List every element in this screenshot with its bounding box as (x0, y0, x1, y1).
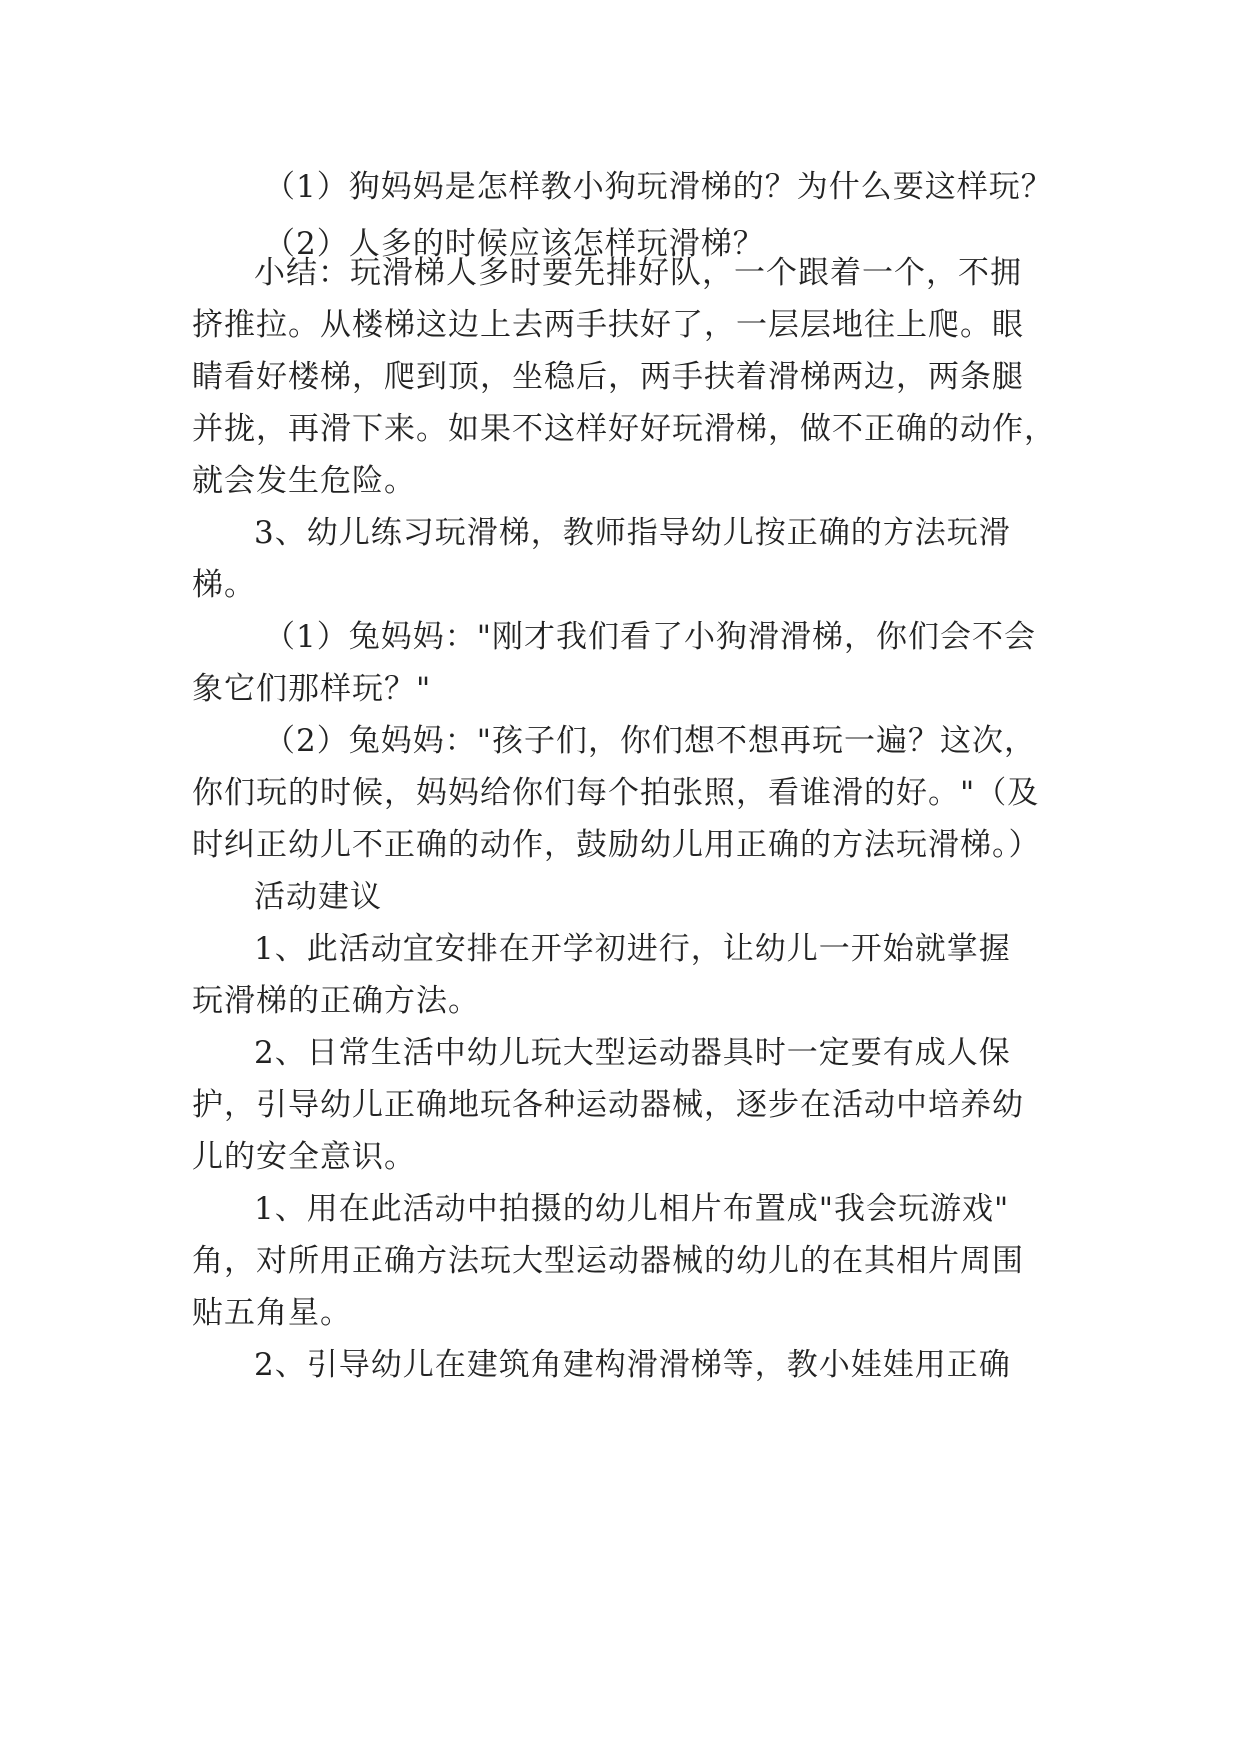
advice-1-line-2: 玩滑梯的正确方法。 (192, 983, 480, 1019)
step-3-line-1: 3、幼儿练习玩滑梯，教师指导幼儿按正确的方法玩滑 (254, 515, 1011, 551)
question-line-1: （1）狗妈妈是怎样教小狗玩滑梯的？为什么要这样玩？ (264, 169, 1053, 205)
summary-line-1: 小结：玩滑梯人多时要先排好队，一个跟着一个，不拥 (254, 255, 1022, 291)
summary-line-3: 睛看好楼梯，爬到顶，坐稳后，两手扶着滑梯两边，两条腿 (192, 359, 1024, 395)
rabbit-quote-2-line-3: 时纠正幼儿不正确的动作，鼓励幼儿用正确的方法玩滑梯。） (192, 827, 1041, 863)
advice-2-line-3: 儿的安全意识。 (192, 1139, 416, 1175)
extension-1-line-3: 贴五角星。 (192, 1295, 352, 1331)
rabbit-quote-2-line-2: 你们玩的时候，妈妈给你们每个拍张照，看谁滑的好。"（及 (192, 775, 1040, 811)
summary-line-5: 就会发生危险。 (192, 463, 416, 499)
step-3-line-2: 梯。 (192, 567, 256, 603)
advice-2-line-1: 2、日常生活中幼儿玩大型运动器具时一定要有成人保 (254, 1035, 1011, 1071)
rabbit-quote-1-line-1: （1）兔妈妈："刚才我们看了小狗滑滑梯，你们会不会 (264, 619, 1036, 655)
summary-line-2: 挤推拉。从楼梯这边上去两手扶好了，一层层地往上爬。眼 (192, 307, 1024, 343)
extension-2-line-1: 2、引导幼儿在建筑角建构滑滑梯等，教小娃娃用正确 (254, 1347, 1011, 1383)
rabbit-quote-1-line-2: 象它们那样玩？" (192, 671, 432, 707)
advice-2-line-2: 护，引导幼儿正确地玩各种运动器械，逐步在活动中培养幼 (192, 1087, 1024, 1123)
extension-1-line-1: 1、用在此活动中拍摄的幼儿相片布置成"我会玩游戏" (254, 1191, 1010, 1227)
section-heading: 活动建议 (254, 879, 382, 915)
summary-line-4: 并拢，再滑下来。如果不这样好好玩滑梯，做不正确的动作， (192, 411, 1056, 447)
extension-1-line-2: 角，对所用正确方法玩大型运动器械的幼儿的在其相片周围 (192, 1243, 1024, 1279)
advice-1-line-1: 1、此活动宜安排在开学初进行，让幼儿一开始就掌握 (254, 931, 1011, 967)
rabbit-quote-2-line-1: （2）兔妈妈："孩子们，你们想不想再玩一遍？这次， (264, 723, 1036, 759)
question-line-2: （2）人多的时候应该怎样玩滑梯？ (264, 226, 765, 262)
